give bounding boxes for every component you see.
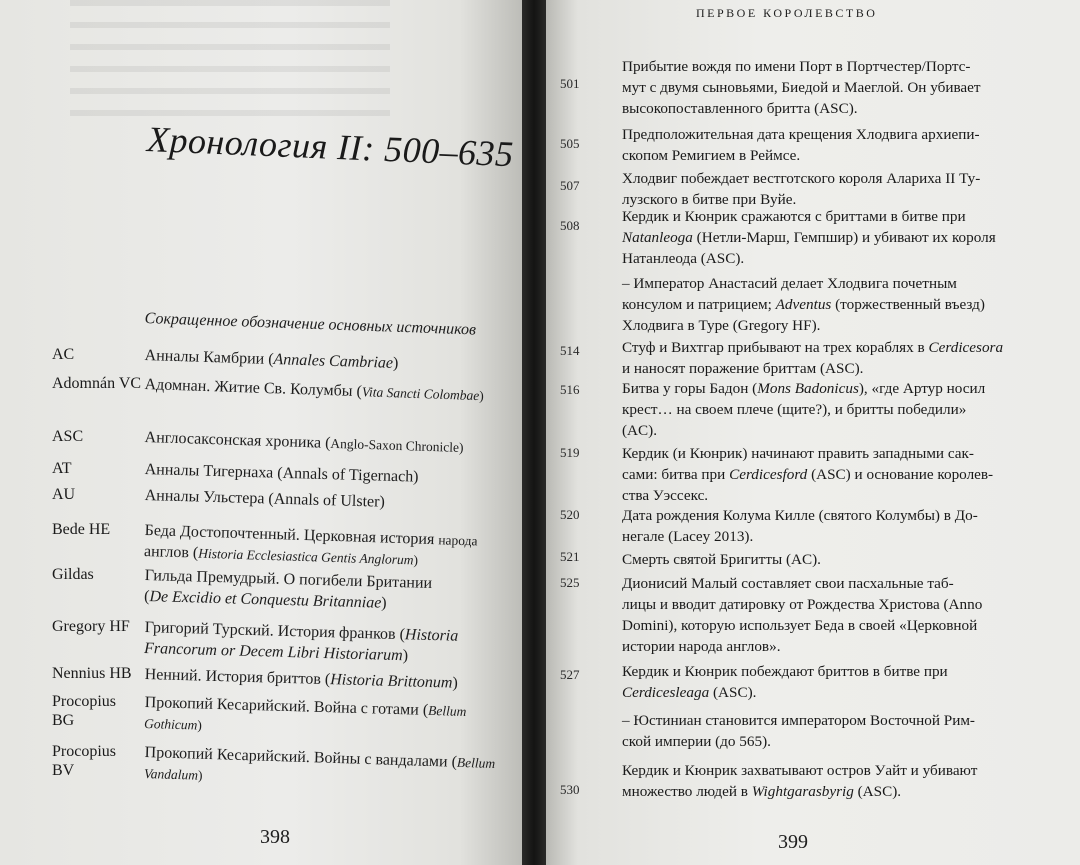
- italic-run: Cerdicesleaga: [622, 684, 710, 701]
- page-number-right: 399: [778, 831, 808, 853]
- abbreviation-key: AT: [52, 460, 72, 477]
- event-year: 514: [560, 343, 580, 358]
- event-text: [622, 505, 1062, 547]
- text-run: Anglo-Saxon Chronicle: [330, 435, 460, 455]
- italic-run: Historia: [404, 626, 459, 645]
- italic-run: Vandalum: [143, 765, 199, 783]
- text-run: ): [381, 594, 387, 612]
- abbreviation-key: Procopius BV: [52, 743, 116, 779]
- abbreviation-key: Adomnán VC: [52, 375, 142, 392]
- abbreviation-key: ASC: [52, 428, 84, 445]
- abbreviation-key: Gregory HF: [52, 618, 130, 635]
- event-text: [622, 206, 1062, 269]
- text-run: ): [392, 354, 399, 372]
- text-run: Кердик и Кюнрик побеждают бриттов в битве при: [622, 663, 948, 680]
- event-text: [622, 760, 1062, 802]
- text-run: ): [479, 388, 485, 404]
- text-run: Прокопий Кесарийский. Война с готами (: [144, 693, 429, 719]
- abbreviation-key: Gildas: [52, 566, 94, 583]
- abbreviation-description: [144, 617, 515, 669]
- show-through-text: [70, 0, 390, 120]
- text-run: Хлодвига в Туре (Gregory HF).: [622, 317, 821, 334]
- text-run: Дата рождения Колума Килле (святого Колумбы) в До-: [622, 507, 978, 524]
- text-run: Гильда Премудрый. О погибели Британии: [144, 566, 433, 593]
- italic-run: Francorum or Decem Libri Historiarum: [143, 639, 403, 665]
- text-run: Стуф и Вихтгар прибывают на трех кораблях в: [622, 339, 929, 356]
- italic-run: Natanleoga: [622, 229, 693, 246]
- text-run: ): [413, 552, 419, 568]
- text-run: ): [197, 717, 203, 733]
- abbreviation-description: [144, 565, 515, 617]
- abbreviation-key: Bede HE: [52, 521, 111, 538]
- text-run: Англосаксонская хроника (: [144, 428, 331, 452]
- text-run: Кердик (и Кюнрик) начинают править западными сак-: [622, 445, 974, 462]
- text-run: Ненний. История бриттов (: [144, 665, 331, 689]
- text-run: истории народа англов».: [622, 638, 781, 655]
- text-run: Кердик и Кюнрик захватывают остров Уайт и убивают: [622, 762, 978, 779]
- event-text: [622, 661, 1062, 703]
- event-text: [622, 168, 1062, 210]
- text-run: (ASC).: [709, 684, 757, 701]
- right-page: [546, 0, 1080, 865]
- italic-run: Cerdicesora: [928, 339, 1004, 356]
- event-text: [622, 337, 1062, 379]
- text-run: Анналы Камбрии (: [144, 346, 274, 369]
- running-head: ПЕРВОЕ КОРОЛЕВСТВО: [696, 6, 878, 20]
- italic-run: Gothicum: [143, 715, 198, 733]
- text-run: Смерть святой Бригитты (AC).: [622, 551, 821, 568]
- event-text: [622, 710, 1062, 752]
- text-run: Хлодвиг побеждает вестготского короля Алариха II Ту-: [622, 170, 981, 187]
- text-run: Дионисий Малый составляет свои пасхальные таб-: [622, 575, 954, 592]
- text-run: Анналы Ульстера (Annals of Ulster): [144, 486, 386, 511]
- event-year: 525: [560, 575, 580, 590]
- text-run: и наносят поражение бриттам (ASC).: [622, 360, 864, 377]
- italic-run: Bellum: [456, 754, 496, 772]
- abbreviation-key: AU: [52, 486, 76, 503]
- event-year: 520: [560, 507, 580, 522]
- event-year: 519: [560, 445, 580, 460]
- event-text: [622, 378, 1062, 441]
- event-year: 505: [560, 136, 580, 151]
- text-run: Предположительная дата крещения Хлодвига архиепи-: [622, 126, 980, 143]
- text-run: англов (: [143, 542, 199, 562]
- italic-run: Adventus: [775, 296, 832, 313]
- text-run: Прибытие вождя по имени Порт в Портчестер/Портс-: [622, 58, 971, 75]
- event-year: 508: [560, 218, 580, 233]
- text-run: ства Уэссекс.: [622, 487, 709, 504]
- text-run: народа: [438, 532, 478, 549]
- abbreviation-key: AC: [52, 346, 75, 363]
- text-run: ской империи (до 565).: [622, 733, 771, 750]
- chronology-title: Хронология II: 500–635: [146, 118, 515, 175]
- italic-run: Historia Ecclesiastica Gentis Anglorum: [198, 545, 414, 568]
- italic-run: Bellum: [427, 702, 467, 719]
- text-run: Григорий Турский. История франков (: [144, 618, 406, 644]
- italic-run: Annales Cambriae: [273, 351, 394, 372]
- text-run: Анналы Тигернаха (Annals of Tigernach): [144, 460, 419, 486]
- text-run: Беда Достопочтенный. Церковная история: [144, 521, 439, 549]
- event-year: 521: [560, 549, 580, 564]
- italic-run: Vita Sancti Colombae: [361, 384, 480, 404]
- abbreviation-description: [144, 427, 514, 460]
- text-run: лицы и вводит датировку от Рождества Христова (Anno: [622, 596, 983, 613]
- left-page: [0, 0, 522, 865]
- event-year: 507: [560, 178, 580, 193]
- italic-run: Historia Brittonum: [330, 671, 453, 692]
- event-year: 527: [560, 667, 580, 682]
- text-run: множество людей в: [622, 783, 752, 800]
- event-year: 530: [560, 782, 580, 797]
- text-run: (AC).: [622, 422, 658, 439]
- abbreviation-key: Nennius HB: [52, 665, 132, 682]
- text-run: Domini), которую использует Беда в своей «Церковной: [622, 617, 978, 634]
- text-run: (ASC).: [853, 783, 902, 800]
- text-run: высокопоставленного бритта (ASC).: [622, 100, 858, 117]
- text-run: Битва у горы Бадон (: [622, 380, 758, 397]
- event-year: 501: [560, 76, 580, 91]
- event-text: [622, 549, 1062, 570]
- italic-run: Mons Badonicus: [757, 380, 859, 397]
- italic-run: Wightgarasbyrig: [751, 783, 854, 800]
- text-run: консулом и патрицием;: [622, 296, 776, 313]
- abbreviation-description: [144, 345, 514, 378]
- event-year: 516: [560, 382, 580, 397]
- abbreviation-description: [144, 692, 515, 744]
- text-run: негале (Lacey 2013).: [622, 528, 754, 545]
- text-run: ): [452, 674, 459, 692]
- text-run: Кердик и Кюнрик сражаются с бриттами в битве при: [622, 208, 966, 225]
- text-run: – Юстиниан становится императором Восточной Рим-: [622, 712, 975, 729]
- text-run: (торжественный въезд): [831, 296, 985, 313]
- text-run: крест… на своем плече (щите?), и бритты победили»: [622, 401, 967, 418]
- text-run: ), «где Артур носил: [858, 380, 986, 397]
- abbreviation-description: [144, 485, 514, 516]
- event-text: [622, 443, 1062, 506]
- text-run: (: [143, 587, 150, 606]
- text-run: Натанлеода (ASC).: [622, 250, 745, 267]
- italic-run: De Excidio et Conquestu Britanniae: [149, 588, 382, 612]
- text-run: (ASC) и основание королев-: [807, 466, 994, 483]
- abbreviation-description: [144, 742, 515, 796]
- text-run: скопом Ремигием в Реймсе.: [622, 147, 801, 164]
- event-text: [622, 124, 1062, 166]
- abbreviations-caption: Сокращенное обозначение основных источников: [144, 310, 477, 339]
- text-run: (Нетли-Марш, Гемпшир) и убивают их короля: [692, 229, 996, 246]
- abbreviation-description: [144, 374, 514, 407]
- text-run: ): [197, 767, 203, 783]
- event-text: [622, 573, 1062, 657]
- event-text: [622, 273, 1062, 336]
- abbreviation-key: Procopius BG: [52, 693, 116, 729]
- text-run: Прокопий Кесарийский. Войны с вандалами (: [144, 743, 458, 771]
- text-run: мут с двумя сыновьями, Биедой и Маеглой. Он убивает: [622, 79, 981, 96]
- text-run: лузского в битве при Вуйе.: [622, 191, 797, 208]
- text-run: – Император Анастасий делает Хлодвига почетным: [622, 275, 957, 292]
- text-run: ): [402, 647, 409, 665]
- event-text: [622, 56, 1062, 119]
- text-run: ): [458, 439, 464, 456]
- text-run: сами: битва при: [622, 466, 730, 483]
- page-number-left: 398: [260, 826, 290, 848]
- italic-run: Cerdicesford: [729, 466, 808, 483]
- abbreviation-description: [144, 664, 514, 695]
- book-gutter: [522, 0, 546, 865]
- text-run: Адомнан. Житие Св. Колумбы (: [144, 375, 363, 401]
